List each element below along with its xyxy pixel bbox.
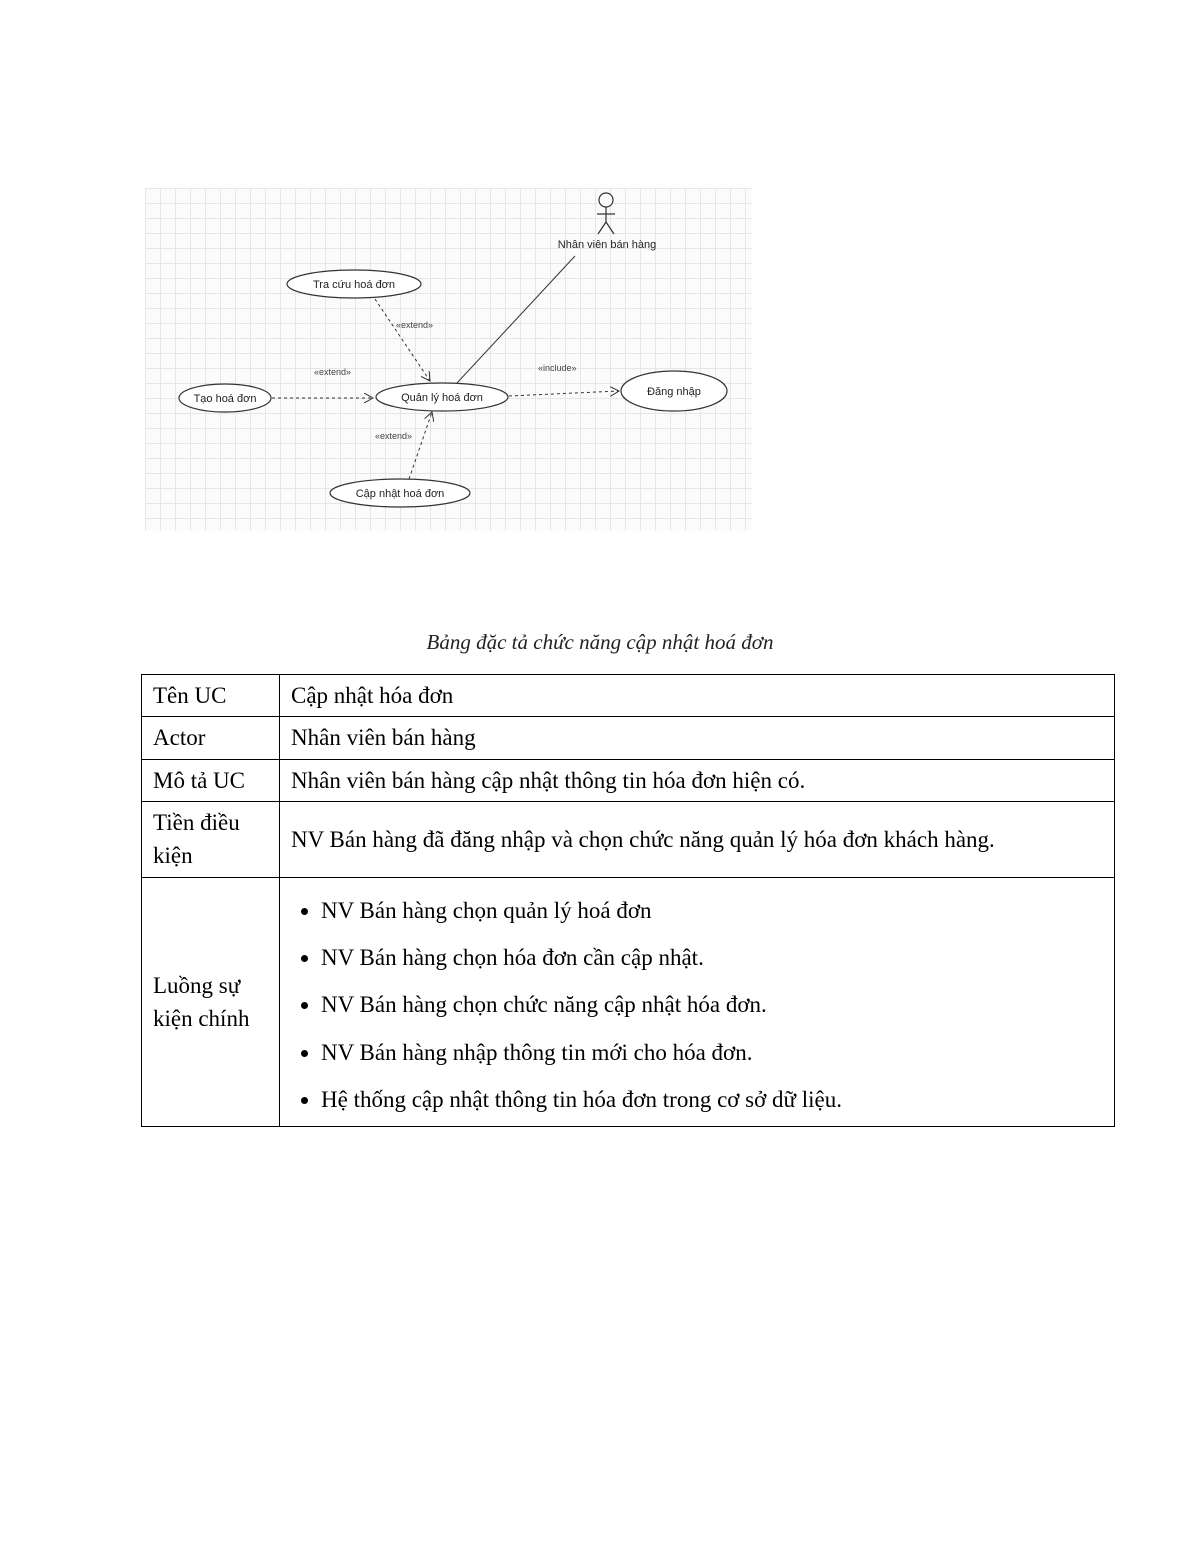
list-item: • NV Bán hàng chọn hóa đơn cần cập nhật. xyxy=(321,941,1104,974)
table-row xyxy=(142,877,1115,1127)
actor-label: Nhân viên bán hàng xyxy=(557,239,657,251)
list-item: • Hệ thống cập nhật thông tin hóa đơn trong cơ sở dữ liệu. xyxy=(321,1083,1104,1116)
table-row xyxy=(142,759,1115,801)
use-case-dang-nhap-label: Đăng nhập xyxy=(647,386,701,398)
stereotype-include: «include» xyxy=(538,363,577,373)
table-row xyxy=(142,717,1115,759)
flow-steps-list xyxy=(291,894,1104,1117)
use-case-tao xyxy=(179,384,271,412)
list-item: • NV Bán hàng chọn chức năng cập nhật hóa đơn. xyxy=(321,988,1104,1021)
row-label-ten-uc: Tên UC xyxy=(142,675,280,717)
row-value-luong-su-kien xyxy=(280,877,1115,1127)
row-value-ten-uc: Cập nhật hóa đơn xyxy=(280,675,1115,717)
row-value-tien-dieu-kien: NV Bán hàng đã đăng nhập và chọn chức năng quản lý hóa đơn khách hàng. xyxy=(280,802,1115,878)
use-case-dang-nhap xyxy=(621,371,727,411)
use-case-quan-ly-label: Quản lý hoá đơn xyxy=(401,392,483,404)
use-case-tra-cuu-label: Tra cứu hoá đơn xyxy=(312,279,396,291)
use-case-quan-ly xyxy=(376,383,508,411)
row-label-luong-su-kien: Luồng sự kiện chính xyxy=(142,877,280,1127)
table-row xyxy=(142,675,1115,717)
stereotype-extend-tao: «extend» xyxy=(314,367,352,377)
stereotype-extend-cap-nhat: «extend» xyxy=(375,431,413,441)
list-item: • NV Bán hàng nhập thông tin mới cho hóa đơn. xyxy=(321,1036,1104,1069)
row-label-mo-ta: Mô tả UC xyxy=(142,759,280,801)
use-case-diagram xyxy=(145,188,752,531)
use-case-cap-nhat xyxy=(330,479,470,507)
use-case-diagram-canvas xyxy=(145,188,752,531)
table-caption: Bảng đặc tả chức năng cập nhật hoá đơn xyxy=(426,630,774,654)
row-label-actor: Actor xyxy=(142,717,280,759)
include-arrow-dang-nhap xyxy=(509,391,619,396)
row-value-actor: Nhân viên bán hàng xyxy=(280,717,1115,759)
table-row xyxy=(142,802,1115,878)
row-value-mo-ta: Nhân viên bán hàng cập nhật thông tin hóa đơn hiện có. xyxy=(280,759,1115,801)
stereotype-extend-tra-cuu: «extend» xyxy=(396,320,434,330)
use-case-cap-nhat-label: Cập nhật hoá đơn xyxy=(355,488,445,500)
row-label-tien-dieu-kien: Tiền điều kiện xyxy=(142,802,280,878)
list-item: • NV Bán hàng chọn quản lý hoá đơn xyxy=(321,894,1104,927)
use-case-tra-cuu xyxy=(287,270,421,298)
extend-arrow-tra-cuu xyxy=(375,299,430,381)
extend-arrow-cap-nhat xyxy=(409,412,432,479)
use-case-spec-table xyxy=(141,674,1115,1127)
actor-figure xyxy=(597,193,615,234)
use-case-tao-label: Tạo hoá đơn xyxy=(193,393,257,405)
